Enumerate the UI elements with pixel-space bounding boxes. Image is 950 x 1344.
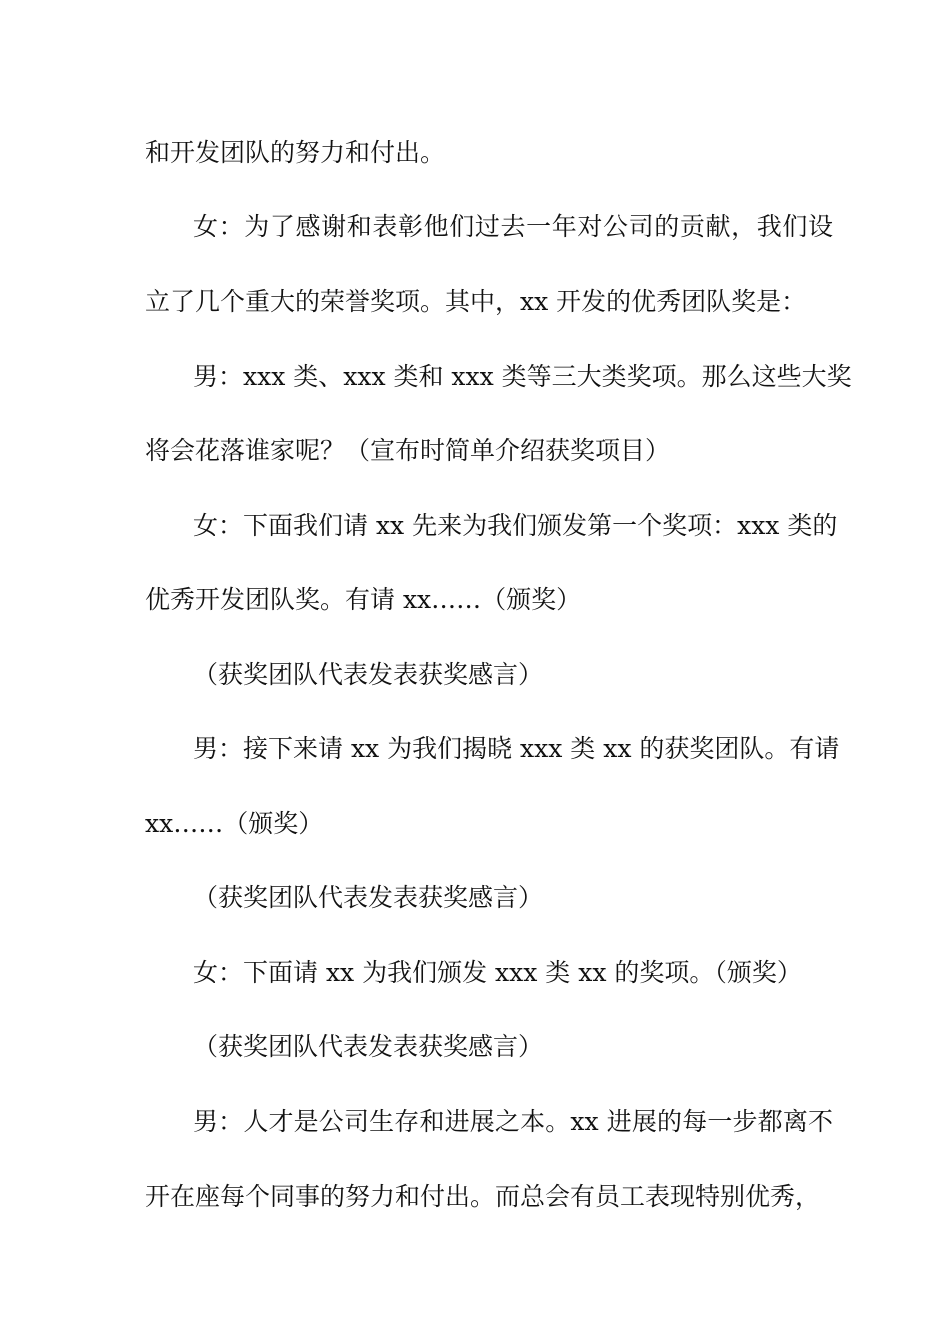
- paragraph-line-10: xx……（颁奖）: [145, 809, 324, 838]
- paragraph-line-13: （获奖团队代表发表获奖感言）: [193, 1032, 544, 1061]
- paragraph-line-8: （获奖团队代表发表获奖感言）: [193, 660, 544, 689]
- paragraph-line-15: 开在座每个同事的努力和付出。而总会有员工表现特别优秀，: [145, 1182, 821, 1211]
- paragraph-line-6: 女：下面我们请 xx 先来为我们颁发第一个奖项：xxx 类的: [193, 511, 838, 540]
- paragraph-line-14: 男：人才是公司生存和进展之本。xx 进展的每一步都离不: [193, 1107, 833, 1136]
- paragraph-line-1: 和开发团队的努力和付出。: [145, 138, 446, 167]
- paragraph-line-3: 立了几个重大的荣誉奖项。其中，xx 开发的优秀团队奖是：: [145, 287, 807, 316]
- paragraph-line-5: 将会花落谁家呢？（宣布时简单介绍获奖项目）: [145, 436, 671, 465]
- paragraph-line-7: 优秀开发团队奖。有请 xx……（颁奖）: [145, 585, 582, 614]
- paragraph-line-9: 男：接下来请 xx 为我们揭晓 xxx 类 xx 的获奖团队。有请: [193, 734, 840, 763]
- paragraph-line-11: （获奖团队代表发表获奖感言）: [193, 883, 544, 912]
- paragraph-line-4: 男：xxx 类、xxx 类和 xxx 类等三大类奖项。那么这些大奖: [193, 362, 852, 391]
- paragraph-line-12: 女：下面请 xx 为我们颁发 xxx 类 xx 的奖项。（颁奖）: [193, 958, 802, 987]
- paragraph-line-2: 女：为了感谢和表彰他们过去一年对公司的贡献，我们设: [193, 212, 833, 241]
